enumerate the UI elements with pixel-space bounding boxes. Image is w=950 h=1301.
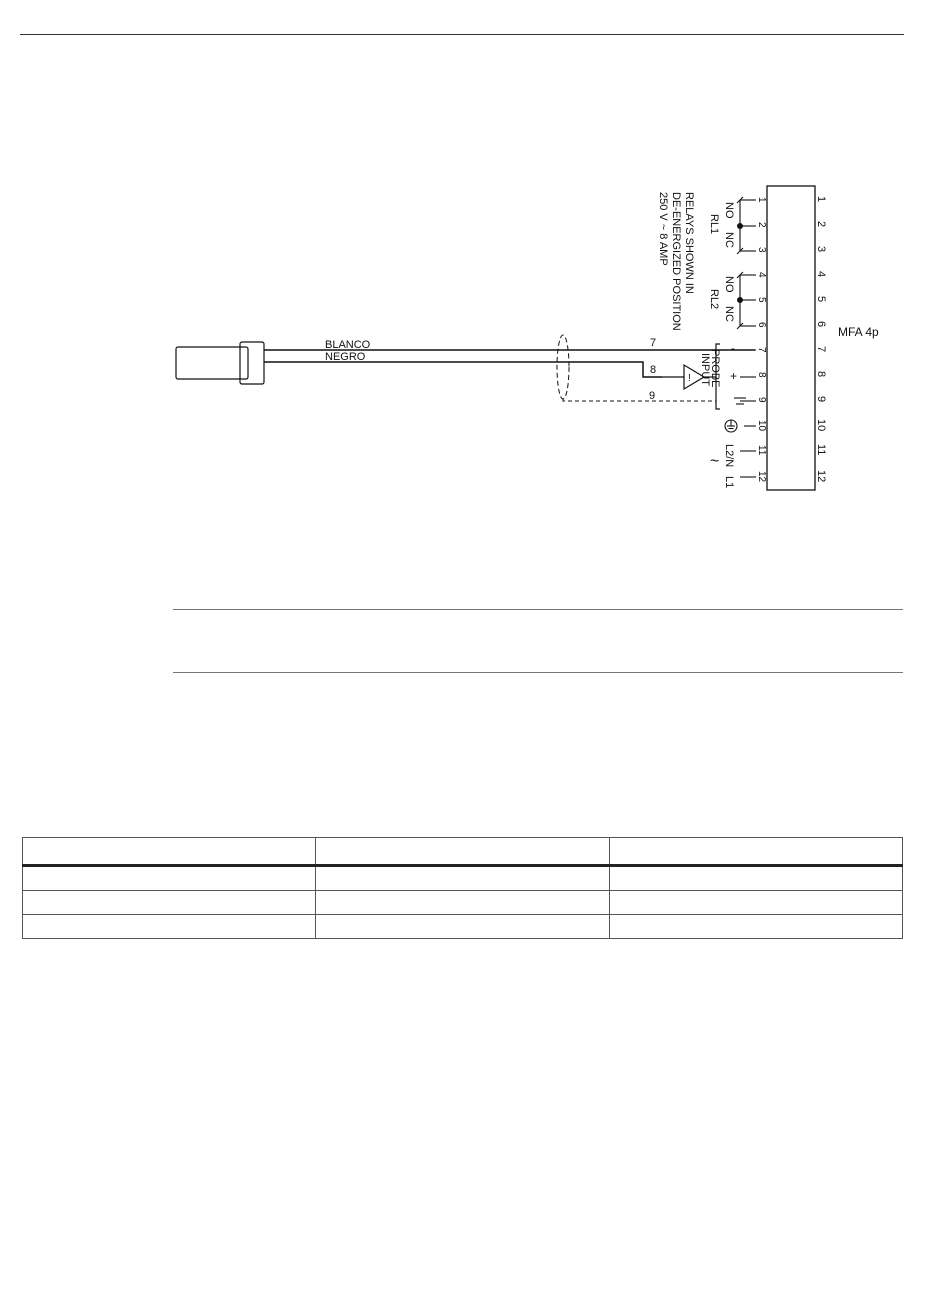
- table-cell: [316, 915, 609, 939]
- probe-amplifier-icon: [662, 365, 704, 389]
- relay-1-no: NO: [723, 202, 735, 219]
- shield-number: 9: [649, 390, 656, 402]
- outer-terminal-7: 7: [815, 346, 827, 353]
- table-row: [23, 891, 903, 915]
- inner-terminal-4: 4: [756, 272, 767, 278]
- relay-1-nc: NC: [723, 232, 735, 248]
- input-label: INPUT: [699, 353, 711, 386]
- relay-2-no: NO: [723, 276, 735, 293]
- inner-terminal-12: 12: [756, 471, 767, 483]
- relay-1-common-dot: [737, 223, 743, 229]
- table-cell: [23, 891, 316, 915]
- relay-note-line-1: RELAYS SHOWN IN: [683, 192, 695, 294]
- wire-label-black: NEGRO: [325, 351, 366, 363]
- table-cell: [316, 866, 609, 891]
- outer-terminal-8: 8: [815, 371, 827, 378]
- inner-terminal-11: 11: [756, 445, 767, 456]
- relay-1-name: RL1: [708, 214, 720, 235]
- amplifier-mark: !: [688, 373, 691, 384]
- outer-terminal-3: 3: [815, 246, 827, 253]
- table-header-cell: [23, 838, 316, 866]
- relay-2-name: RL2: [708, 289, 720, 310]
- inner-terminal-2: 2: [756, 222, 767, 228]
- table-cell: [23, 915, 316, 939]
- outer-terminal-11: 11: [815, 444, 827, 456]
- earth-ground-icon: [725, 420, 737, 432]
- outer-terminal-4: 4: [815, 271, 827, 278]
- table-row: [23, 866, 903, 891]
- inner-terminal-1: 1: [756, 197, 767, 203]
- probe-connector: [176, 342, 264, 384]
- table-row: [23, 915, 903, 939]
- outer-terminal-5: 5: [815, 296, 827, 303]
- power-l1-label: L1: [723, 476, 735, 489]
- outer-terminal-1: 1: [815, 196, 827, 203]
- device-box: [767, 186, 815, 490]
- outer-terminal-10: 10: [815, 419, 827, 432]
- relay-note-line-3: 250 V ~ 8 AMP: [657, 192, 669, 266]
- inner-terminal-numbers: [756, 197, 767, 483]
- table-cell: [609, 891, 902, 915]
- wire-label-white: BLANCO: [325, 339, 371, 351]
- table-header-row: [23, 838, 903, 866]
- cable-shield: [557, 335, 716, 401]
- device-name: MFA 4p: [838, 325, 879, 339]
- probe-plus-sign: +: [730, 369, 738, 383]
- outer-terminal-12: 12: [815, 470, 827, 483]
- table-header-cell: [316, 838, 609, 866]
- inner-terminal-7: 7: [756, 347, 767, 353]
- probe-minus-sign: -: [731, 341, 735, 355]
- inner-terminal-6: 6: [756, 322, 767, 328]
- outer-terminal-2: 2: [815, 221, 827, 228]
- probe-label: PROBE: [709, 349, 721, 388]
- inner-terminal-3: 3: [756, 247, 767, 253]
- relay-note-line-2: DE-ENERGIZED POSITION: [670, 192, 682, 331]
- inner-terminal-5: 5: [756, 297, 767, 303]
- wire-number-8: 8: [650, 364, 657, 376]
- outer-terminal-numbers: [815, 196, 827, 482]
- table-cell: [316, 891, 609, 915]
- table-header-cell: [609, 838, 902, 866]
- spec-table: [22, 837, 903, 939]
- power-ac-symbol: ~: [710, 453, 720, 470]
- outer-terminal-9: 9: [815, 396, 827, 403]
- outer-terminal-6: 6: [815, 321, 827, 328]
- power-l2n-label: L2/N: [723, 444, 735, 468]
- relay-2-nc: NC: [723, 306, 735, 322]
- wire-number-7: 7: [650, 337, 657, 349]
- inner-terminal-9: 9: [756, 397, 767, 403]
- table-cell: [609, 915, 902, 939]
- inner-terminal-8: 8: [756, 372, 767, 378]
- table-cell: [609, 866, 902, 891]
- inner-terminal-10: 10: [756, 420, 767, 432]
- table-cell: [23, 866, 316, 891]
- relay-2-common-dot: [737, 297, 743, 303]
